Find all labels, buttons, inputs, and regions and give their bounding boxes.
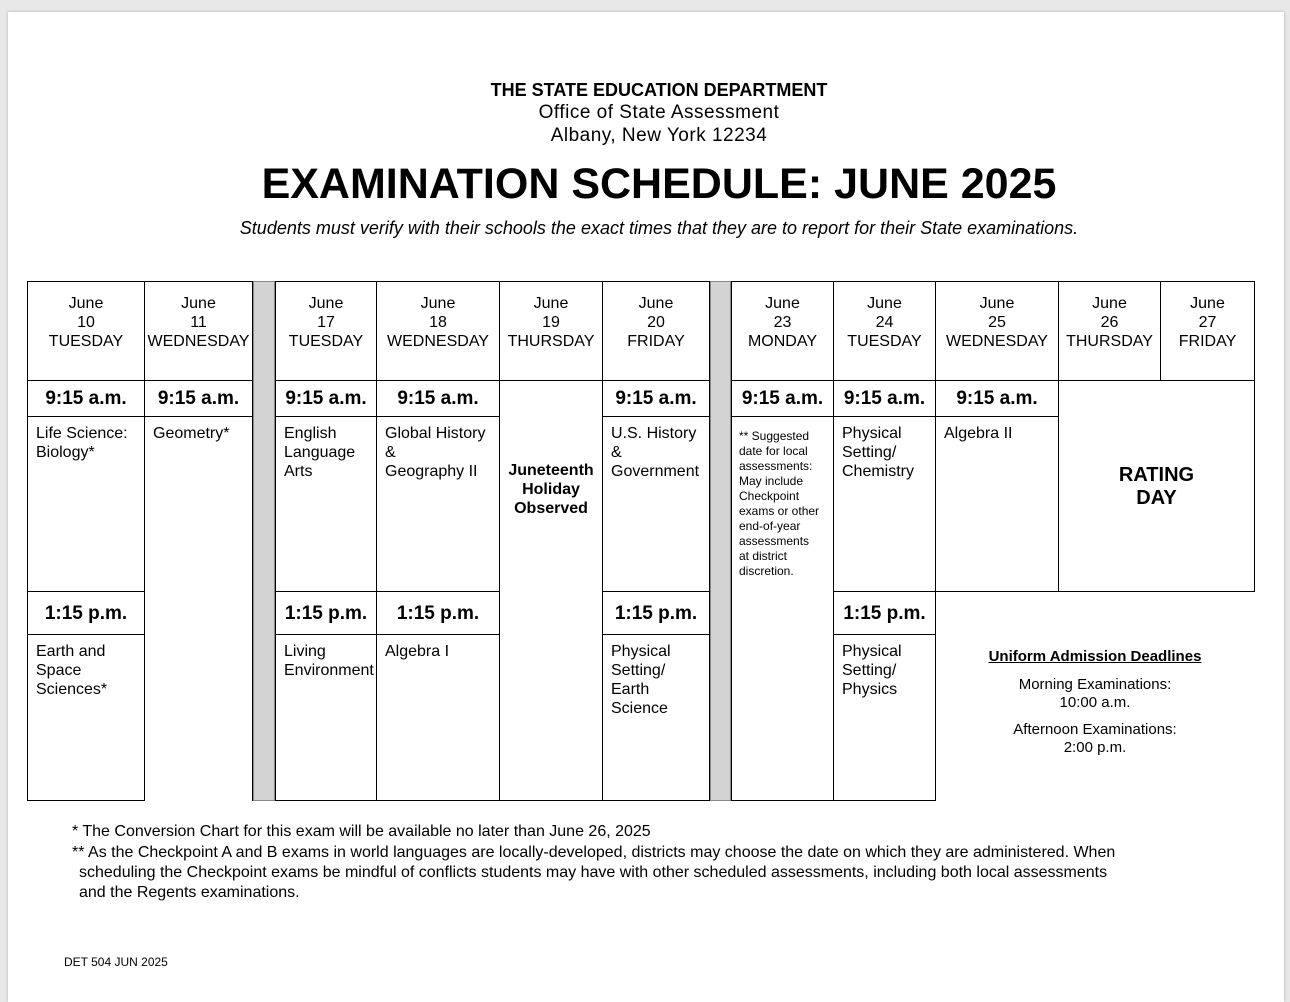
date-header: June 26 THURSDAY	[1058, 281, 1161, 381]
date-header: June 17 TUESDAY	[275, 281, 377, 381]
exam-cell: U.S. History & Government	[602, 416, 710, 592]
exam-cell: Physical Setting/ Earth Science	[602, 634, 710, 801]
date-header: June 19 THURSDAY	[499, 281, 603, 381]
exam-cell: English Language Arts	[275, 416, 377, 592]
exam-cell: Physical Setting/ Physics	[833, 634, 936, 801]
afternoon-time: 1:15 p.m.	[833, 591, 936, 635]
afternoon-deadline-label: Afternoon Examinations:	[1013, 721, 1177, 738]
morning-deadline-label: Morning Examinations:	[1018, 676, 1172, 693]
afternoon-time: 1:15 p.m.	[602, 591, 710, 635]
exam-cell: Geometry*	[144, 416, 253, 592]
date-header: June 18 WEDNESDAY	[376, 281, 500, 381]
afternoon-time: 1:15 p.m.	[27, 591, 145, 635]
exam-cell: Earth and Space Sciences*	[27, 634, 145, 801]
morning-time: 9:15 a.m.	[27, 380, 145, 417]
exam-cell: Algebra II	[935, 416, 1059, 592]
afternoon-deadline-time: 2:00 p.m.	[1063, 739, 1127, 756]
date-header: June 25 WEDNESDAY	[935, 281, 1059, 381]
morning-deadline-time: 10:00 a.m.	[1059, 694, 1131, 711]
morning-time: 9:15 a.m.	[731, 380, 834, 417]
week-separator	[710, 281, 731, 801]
department-name: THE STATE EDUCATION DEPARTMENT	[490, 80, 828, 100]
page-subtitle: Students must verify with their schools the exact times that they are to report for their State examinations.	[239, 218, 1079, 238]
rating-day-cell: RATING DAY	[1058, 380, 1255, 592]
date-header: June 27 FRIDAY	[1160, 281, 1255, 381]
date-header: June 23 MONDAY	[731, 281, 834, 381]
admission-deadlines	[950, 648, 1240, 766]
exam-cell: Algebra I	[376, 634, 500, 801]
exam-cell: Living Environment	[275, 634, 377, 801]
week-separator	[253, 281, 275, 801]
morning-time: 9:15 a.m.	[833, 380, 936, 417]
deadlines-title: Uniform Admission Deadlines	[988, 648, 1202, 665]
exam-cell: Life Science: Biology*	[27, 416, 145, 592]
morning-time: 9:15 a.m.	[376, 380, 500, 417]
morning-time: 9:15 a.m.	[144, 380, 253, 417]
office-name: Office of State Assessment	[538, 102, 780, 123]
date-header: June 10 TUESDAY	[27, 281, 145, 381]
page-title: EXAMINATION SCHEDULE: JUNE 2025	[261, 160, 1057, 208]
date-header: June 20 FRIDAY	[602, 281, 710, 381]
footnote-checkpoint: ** As the Checkpoint A and B exams in world languages are locally-developed, districts may choose the date on which they are administered. When scheduling the Checkpoint exams be mindful of conflicts students may have with other scheduled assessments, including both local assessments and the Regents examinations.	[72, 844, 1116, 901]
office-address: Albany, New York 12234	[550, 125, 768, 146]
date-header: June 24 TUESDAY	[833, 281, 936, 381]
form-code: DET 504 JUN 2025	[64, 955, 168, 969]
exam-cell: Physical Setting/ Chemistry	[833, 416, 936, 592]
afternoon-time: 1:15 p.m.	[275, 591, 377, 635]
empty-cell	[144, 591, 253, 801]
morning-time: 9:15 a.m.	[935, 380, 1059, 417]
holiday-cell: Juneteenth Holiday Observed	[499, 380, 603, 801]
morning-time: 9:15 a.m.	[602, 380, 710, 417]
local-assessment-note: ** Suggested date for local assessments: May include Checkpoint exams or other end-of-year assessments at district discretion.	[731, 416, 834, 801]
exam-cell: Global History & Geography II	[376, 416, 500, 592]
afternoon-time: 1:15 p.m.	[376, 591, 500, 635]
morning-time: 9:15 a.m.	[275, 380, 377, 417]
footnote-conversion: * The Conversion Chart for this exam will be available no later than June 26, 2025	[72, 823, 651, 840]
date-header: June 11 WEDNESDAY	[144, 281, 253, 381]
